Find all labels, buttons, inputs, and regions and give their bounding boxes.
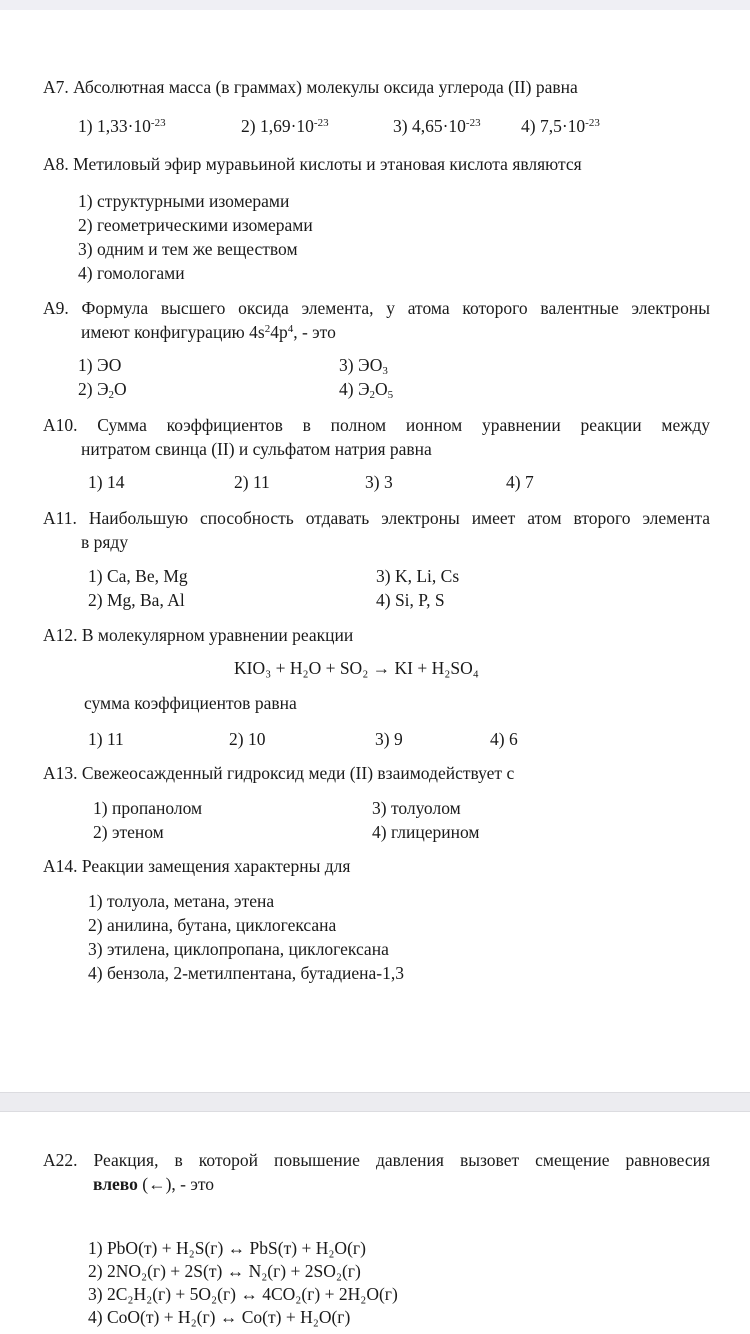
a12-tail: сумма коэффициентов равна xyxy=(84,693,297,713)
question-a10-line2: нитратом свинца (II) и сульфатом натрия равна xyxy=(81,439,432,459)
question-a11-line1: А11. Наибольшую способность отдавать электроны имеет атом второго элемента xyxy=(43,508,710,528)
a12-equation: KIO₃ + H₂O + SO₂ → KI + H₂SO₄ xyxy=(234,658,479,678)
question-a22-line2: влево (←), - это xyxy=(93,1174,215,1194)
question-a10-line1: А10. Сумма коэффициентов в полном ионном уравнении реакции между xyxy=(43,415,710,435)
a14-option-1: 1) толуола, метана, этена xyxy=(88,891,275,911)
a8-option-1: 1) структурными изомерами xyxy=(78,191,290,211)
a7-option-3: 3) $4,65\cdot 10^{-23}$ xyxy=(393,116,481,136)
a11-option-2: 2) Mg, Ba, Al xyxy=(88,590,185,610)
a9-option-2: 2) $Э_2O$ xyxy=(78,379,127,401)
a12-option-4: 4) 6 xyxy=(490,729,518,749)
question-a9-line2: имеют конфигурацию $4s^24p^4$, - это xyxy=(81,322,336,342)
a22-option-1: 1) PbO(т) + H₂S(г) ↔ PbS(т) + H₂O(г) xyxy=(88,1238,366,1258)
question-a12: А12. В молекулярном уравнении реакции xyxy=(43,625,354,645)
a9-option-1: 1) ЭО xyxy=(78,355,122,375)
a14-option-3: 3) этилена, циклопропана, циклогексана xyxy=(88,939,389,959)
a11-option-4: 4) Si, P, S xyxy=(376,590,445,610)
a10-option-2: 2) 11 xyxy=(234,472,270,492)
a22-option-3: 3) 2C₂H₂(г) + 5O₂(г) ↔ 4CO₂(г) + 2H₂O(г) xyxy=(88,1284,398,1304)
question-a9-line1: А9. Формула высшего оксида элемента, у атома которого валентные электроны xyxy=(43,298,710,318)
a10-option-3: 3) 3 xyxy=(365,472,393,492)
top-status-strip xyxy=(0,0,750,10)
a12-option-1: 1) 11 xyxy=(88,729,124,749)
a8-option-4: 4) гомологами xyxy=(78,263,185,283)
question-a11-line2: в ряду xyxy=(81,532,129,552)
question-a7: А7. Абсолютная масса (в граммах) молекулы оксида углерода (II) равна xyxy=(43,77,578,97)
a14-option-2: 2) анилина, бутана, циклогексана xyxy=(88,915,337,935)
a8-option-2: 2) геометрическими изомерами xyxy=(78,215,313,235)
question-a14: А14. Реакции замещения характерны для xyxy=(43,856,351,876)
a22-option-4: 4) CoO(т) + H₂(г) ↔ Co(т) + H₂O(г) xyxy=(88,1307,351,1327)
a13-option-3: 3) толуолом xyxy=(372,798,461,818)
a11-option-3: 3) K, Li, Cs xyxy=(376,566,460,586)
a14-option-4: 4) бензола, 2-метилпентана, бутадиена-1,3 xyxy=(88,963,404,983)
a7-option-1: 1) $1,33\cdot 10^{-23}$ xyxy=(78,116,166,136)
page-separator xyxy=(0,1092,750,1112)
a13-option-1: 1) пропанолом xyxy=(93,798,203,818)
a10-option-1: 1) 14 xyxy=(88,472,125,492)
a7-option-2: 2) $1,69\cdot 10^{-23}$ xyxy=(241,116,329,136)
a13-option-4: 4) глицерином xyxy=(372,822,480,842)
a12-option-3: 3) 9 xyxy=(375,729,403,749)
a22-option-2: 2) 2NO₂(г) + 2S(т) ↔ N₂(г) + 2SO₂(г) xyxy=(88,1261,361,1281)
a9-option-4: 4) $Э_2O_5$ xyxy=(339,379,394,401)
a12-option-2: 2) 10 xyxy=(229,729,266,749)
question-a13: А13. Свежеосажденный гидроксид меди (II) взаимодействует с xyxy=(43,763,515,783)
a10-option-4: 4) 7 xyxy=(506,472,534,492)
a13-option-2: 2) этеном xyxy=(93,822,164,842)
question-a8: А8. Метиловый эфир муравьиной кислоты и этановая кислота являются xyxy=(43,154,582,174)
a8-option-3: 3) одним и тем же веществом xyxy=(78,239,298,259)
a7-option-4: 4) $7,5\cdot 10^{-23}$ xyxy=(521,116,600,136)
a9-option-3: 3) $ЭО_3$ xyxy=(339,355,388,377)
a11-option-1: 1) Ca, Be, Mg xyxy=(88,566,188,586)
question-a22-line1: А22. Реакция, в которой повышение давления вызовет смещение равновесия xyxy=(43,1150,710,1170)
